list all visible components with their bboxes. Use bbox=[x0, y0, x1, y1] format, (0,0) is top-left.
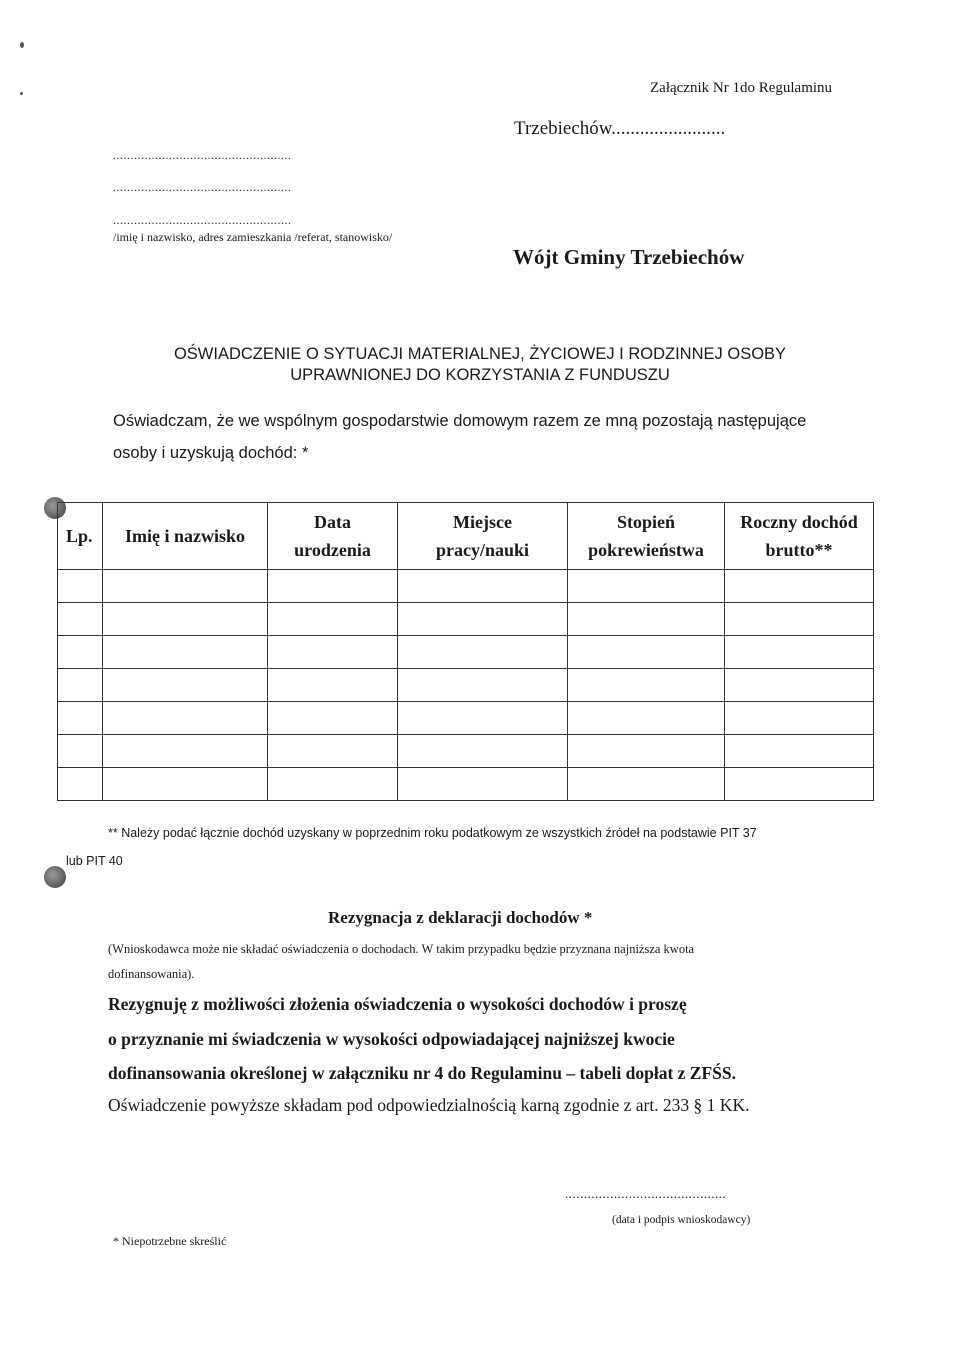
cell-income[interactable] bbox=[725, 735, 874, 768]
cell-kinship[interactable] bbox=[568, 768, 725, 801]
column-header-name: Imię i nazwisko bbox=[103, 503, 268, 570]
cell-kinship[interactable] bbox=[568, 669, 725, 702]
table-row bbox=[58, 669, 874, 702]
liability-statement: Oświadczenie powyższe składam pod odpowiedzialnością karną zgodnie z art. 233 § 1 KK. bbox=[108, 1095, 750, 1115]
cell-name[interactable] bbox=[103, 768, 268, 801]
address-line[interactable]: ................................................... bbox=[113, 180, 292, 194]
column-header-kinship bbox=[568, 503, 725, 570]
resignation-note-line2: dofinansowania). bbox=[108, 967, 195, 981]
table-row bbox=[58, 735, 874, 768]
header-text: brutto** bbox=[765, 540, 833, 560]
cell-lp[interactable] bbox=[58, 768, 103, 801]
cell-name[interactable] bbox=[103, 702, 268, 735]
resignation-statement: Rezygnuję z możliwości złożenia oświadczenia o wysokości dochodów i proszę bbox=[108, 994, 687, 1014]
header-text: Stopień bbox=[616, 512, 676, 532]
cell-lp[interactable] bbox=[58, 636, 103, 669]
table-row bbox=[58, 636, 874, 669]
cell-kinship[interactable] bbox=[568, 702, 725, 735]
cell-workplace[interactable] bbox=[398, 768, 568, 801]
cell-name[interactable] bbox=[103, 570, 268, 603]
cell-workplace[interactable] bbox=[398, 735, 568, 768]
cell-name[interactable] bbox=[103, 735, 268, 768]
place-field[interactable]: Trzebiechów........................ bbox=[514, 118, 726, 139]
intro-text: Oświadczam, że we wspólnym gospodarstwie domowym razem ze mną pozostają następujące bbox=[113, 412, 807, 430]
header-text: Miejsce bbox=[453, 512, 512, 532]
cell-birth-date[interactable] bbox=[268, 570, 398, 603]
cell-workplace[interactable] bbox=[398, 570, 568, 603]
cell-birth-date[interactable] bbox=[268, 702, 398, 735]
cell-lp[interactable] bbox=[58, 735, 103, 768]
document-title: OŚWIADCZENIE O SYTUACJI MATERIALNEJ, ŻYCIOWEJ I RODZINNEJ OSOBY bbox=[173, 345, 787, 363]
document-title-line2: UPRAWNIONEJ DO KORZYSTANIA Z FUNDUSZU bbox=[290, 366, 670, 384]
column-header-birth-date bbox=[268, 503, 398, 570]
resignation-note: (Wnioskodawca może nie składać oświadczenia o dochodach. W takim przypadku będzie przyznana najniższa kwota bbox=[108, 942, 695, 956]
cell-lp[interactable] bbox=[58, 570, 103, 603]
address-caption: /imię i nazwisko, adres zamieszkania /referat, stanowisko/ bbox=[113, 230, 393, 244]
cell-workplace[interactable] bbox=[398, 603, 568, 636]
header-text: Data bbox=[314, 512, 351, 532]
cell-kinship[interactable] bbox=[568, 636, 725, 669]
column-header-lp: Lp. bbox=[58, 503, 103, 570]
cell-income[interactable] bbox=[725, 669, 874, 702]
table-row bbox=[58, 570, 874, 603]
table-row bbox=[58, 768, 874, 801]
cell-income[interactable] bbox=[725, 636, 874, 669]
column-header-income bbox=[725, 503, 874, 570]
signature-field[interactable]: ........................................... bbox=[565, 1186, 727, 1201]
addressee: Wójt Gminy Trzebiechów bbox=[513, 245, 745, 269]
resignation-heading: Rezygnacja z deklaracji dochodów * bbox=[328, 908, 593, 927]
cell-workplace[interactable] bbox=[398, 702, 568, 735]
cell-income[interactable] bbox=[725, 603, 874, 636]
cell-name[interactable] bbox=[103, 636, 268, 669]
scan-speck bbox=[20, 42, 24, 48]
cell-workplace[interactable] bbox=[398, 636, 568, 669]
cell-workplace[interactable] bbox=[398, 669, 568, 702]
intro-text-line2: osoby i uzyskują dochód: * bbox=[113, 444, 309, 462]
cell-birth-date[interactable] bbox=[268, 636, 398, 669]
cell-income[interactable] bbox=[725, 570, 874, 603]
header-text: urodzenia bbox=[294, 540, 371, 560]
cell-income[interactable] bbox=[725, 702, 874, 735]
cell-birth-date[interactable] bbox=[268, 768, 398, 801]
cell-lp[interactable] bbox=[58, 669, 103, 702]
resignation-statement-line3: dofinansowania określonej w załączniku nr 4 do Regulaminu – tabeli dopłat z ZFŚS. bbox=[108, 1063, 736, 1083]
household-table bbox=[57, 502, 874, 801]
column-header-workplace bbox=[398, 503, 568, 570]
scan-speck bbox=[20, 92, 23, 95]
cell-birth-date[interactable] bbox=[268, 735, 398, 768]
cell-birth-date[interactable] bbox=[268, 603, 398, 636]
header-text: Roczny dochód bbox=[740, 512, 858, 532]
signature-caption: (data i podpis wnioskodawcy) bbox=[612, 1214, 751, 1226]
table-row bbox=[58, 702, 874, 735]
footer-note: * Niepotrzebne skreślić bbox=[113, 1234, 227, 1248]
cell-kinship[interactable] bbox=[568, 735, 725, 768]
attachment-label: Załącznik Nr 1do Regulaminu bbox=[650, 80, 833, 96]
table-row bbox=[58, 603, 874, 636]
cell-name[interactable] bbox=[103, 669, 268, 702]
punch-hole-mark bbox=[44, 866, 66, 888]
income-footnote: ** Należy podać łącznie dochód uzyskany w poprzednim roku podatkowym ze wszystkich źródeł na podstawie PIT 37 bbox=[108, 826, 757, 840]
income-footnote-line2: lub PIT 40 bbox=[66, 854, 123, 868]
cell-birth-date[interactable] bbox=[268, 669, 398, 702]
cell-kinship[interactable] bbox=[568, 570, 725, 603]
resignation-statement-line2: o przyznanie mi świadczenia w wysokości odpowiadającej najniższej kwocie bbox=[108, 1029, 675, 1049]
header-text: pracy/nauki bbox=[435, 540, 530, 560]
cell-income[interactable] bbox=[725, 768, 874, 801]
address-line[interactable]: ................................................... bbox=[113, 148, 292, 162]
cell-kinship[interactable] bbox=[568, 603, 725, 636]
table-header-row bbox=[58, 503, 874, 570]
cell-name[interactable] bbox=[103, 603, 268, 636]
cell-lp[interactable] bbox=[58, 702, 103, 735]
address-line[interactable]: ................................................... bbox=[113, 213, 292, 227]
cell-lp[interactable] bbox=[58, 603, 103, 636]
header-text: pokrewieństwa bbox=[588, 540, 704, 560]
